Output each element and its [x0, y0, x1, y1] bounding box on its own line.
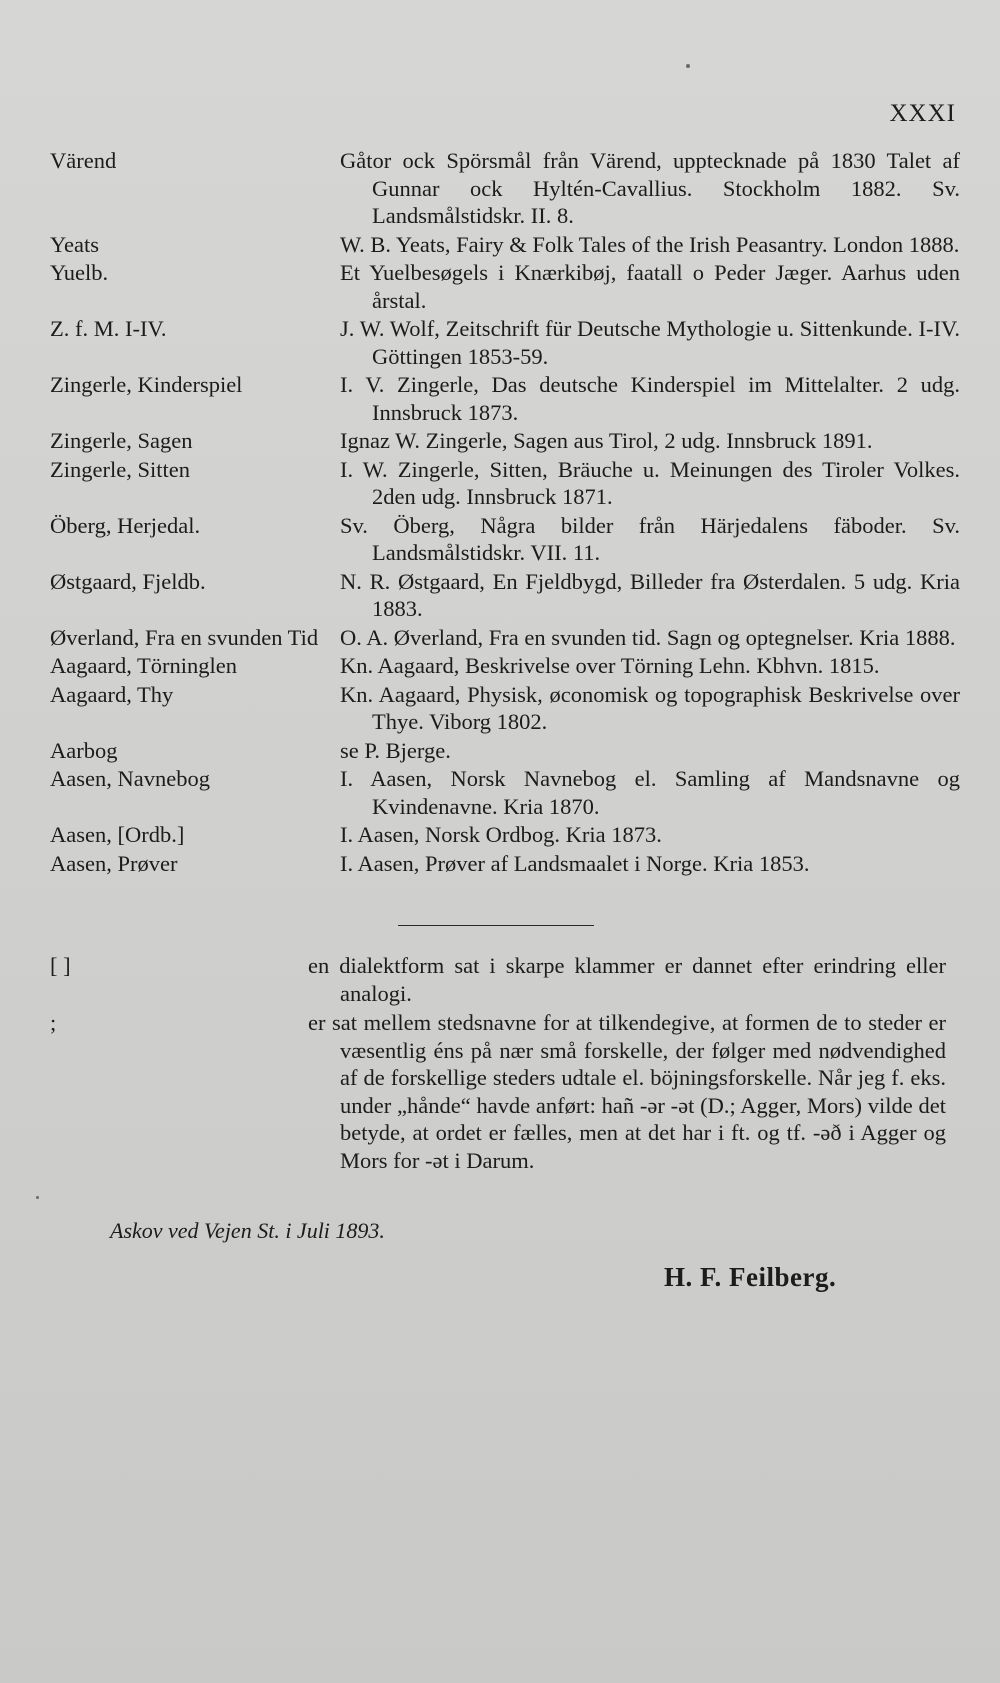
entry-description: N. R. Østgaard, En Fjeldbygd, Billeder fra Østerdalen. 5 udg. Kria 1883. — [340, 568, 960, 621]
place-and-date: Askov ved Vejen St. i Juli 1893. — [110, 1218, 385, 1243]
abbreviation-entry — [50, 147, 960, 230]
entry-abbreviation: Østgaard, Fjeldb. — [50, 568, 206, 594]
notation-notes — [50, 952, 946, 1176]
abbreviation-entry — [50, 456, 960, 511]
entry-abbreviation: Z. f. M. I-IV. — [50, 316, 167, 341]
entry-abbreviation: Aasen, Prøver — [50, 850, 178, 876]
entry-abbreviation: Zingerle, Kinderspiel — [50, 372, 243, 397]
entry-description: I. Aasen, Prøver af Landsmaalet i Norge. Kria 1853. — [340, 850, 810, 876]
abbreviation-entry — [50, 821, 960, 849]
abbreviation-entry — [50, 568, 960, 623]
author-signature: H. F. Feilberg. — [664, 1262, 837, 1292]
note-text: er sat mellem stedsnavne for at tilkendegive, at formen de to steder er væsentlig éns på nær små forskelle, der følger med nødvendighed af de forskellige steders udtale el. böjningsforskelle. Når jeg f. eks. under „hånde“ havde anført: hañ -ər -ət (D.; Agger, Mors) vilde det betyde, at ordet er fælles, men at det har i ft. og tf. -əð i Agger og Mors for -ət i Darum. — [308, 1010, 946, 1173]
entry-abbreviation: Øverland, Fra en svunden Tid — [50, 624, 319, 650]
entry-description: Kn. Aagaard, Beskrivelse over Törning Lehn. Kbhvn. 1815. — [340, 653, 880, 678]
entry-description: Kn. Aagaard, Physisk, øconomisk og topographisk Beskrivelse over Thye. Viborg 1802. — [340, 681, 960, 734]
page-number: XXXI — [889, 100, 956, 127]
notation-note — [50, 1009, 946, 1174]
entry-abbreviation: Yeats — [50, 231, 99, 257]
entry-description: I. V. Zingerle, Das deutsche Kinderspiel im Mittelalter. 2 udg. Innsbruck 1873. — [340, 372, 960, 425]
section-divider — [398, 925, 594, 926]
paper-speck — [36, 1196, 39, 1199]
entry-description: O. A. Øverland, Fra en svunden tid. Sagn og optegnelser. Kria 1888. — [340, 624, 956, 650]
abbreviation-entry — [50, 652, 960, 680]
abbreviation-entry — [50, 737, 960, 765]
abbreviation-entry — [50, 512, 960, 567]
entry-description: Ignaz W. Zingerle, Sagen aus Tirol, 2 udg. Innsbruck 1891. — [340, 428, 873, 453]
entry-description: se P. Bjerge. — [340, 737, 451, 763]
entry-description: I. Aasen, Norsk Navnebog el. Samling af Mandsnavne og Kvindenavne. Kria 1870. — [340, 766, 960, 819]
notation-note — [50, 952, 946, 1007]
entry-abbreviation: Zingerle, Sitten — [50, 456, 190, 482]
entry-description: Gåtor ock Spörsmål från Värend, upptecknade på 1830 Talet af Gunnar ock Hyltén-Cavallius. Stockholm 1882. Sv. Landsmålstidskr. II. 8. — [340, 148, 960, 228]
abbreviation-entry — [50, 315, 960, 370]
entry-abbreviation: Aarbog — [50, 737, 118, 763]
entry-abbreviation: Värend — [50, 148, 117, 173]
entry-description: W. B. Yeats, Fairy & Folk Tales of the Irish Peasantry. London 1888. — [340, 231, 960, 257]
abbreviation-entry — [50, 624, 960, 652]
entry-description: I. W. Zingerle, Sitten, Bräuche u. Meinungen des Tiroler Volkes. 2den udg. Innsbruck 1871. — [340, 456, 960, 509]
entry-description: J. W. Wolf, Zeitschrift für Deutsche Mythologie u. Sittenkunde. I-IV. Göttingen 1853-59. — [340, 316, 960, 369]
abbreviation-entry — [50, 231, 960, 259]
note-text: en dialektform sat i skarpe klammer er dannet efter erindring eller analogi. — [308, 953, 946, 1006]
paper-speck — [686, 64, 690, 68]
entry-description: I. Aasen, Norsk Ordbog. Kria 1873. — [340, 822, 662, 847]
entry-description: Et Yuelbesøgels i Knærkibøj, faatall o Peder Jæger. Aarhus uden årstal. — [340, 260, 960, 313]
abbreviation-entry — [50, 765, 960, 820]
abbreviation-list — [50, 147, 960, 878]
entry-abbreviation: Zingerle, Sagen — [50, 428, 193, 453]
entry-abbreviation: Aasen, [Ordb.] — [50, 822, 185, 847]
abbreviation-entry — [50, 427, 960, 455]
note-symbol: ; — [50, 1010, 57, 1035]
entry-abbreviation: Aasen, Navnebog — [50, 766, 210, 791]
entry-abbreviation: Öberg, Herjedal. — [50, 512, 201, 538]
abbreviation-entry — [50, 371, 960, 426]
abbreviation-entry — [50, 259, 960, 314]
entry-abbreviation: Aagaard, Törninglen — [50, 653, 238, 678]
abbreviation-entry — [50, 681, 960, 736]
entry-description: Sv. Öberg, Några bilder från Härjedalens fäboder. Sv. Landsmålstidskr. VII. 11. — [340, 512, 960, 565]
abbreviation-entry — [50, 850, 960, 878]
entry-abbreviation: Aagaard, Thy — [50, 681, 174, 707]
entry-abbreviation: Yuelb. — [50, 260, 109, 285]
note-symbol: [ ] — [50, 953, 71, 978]
